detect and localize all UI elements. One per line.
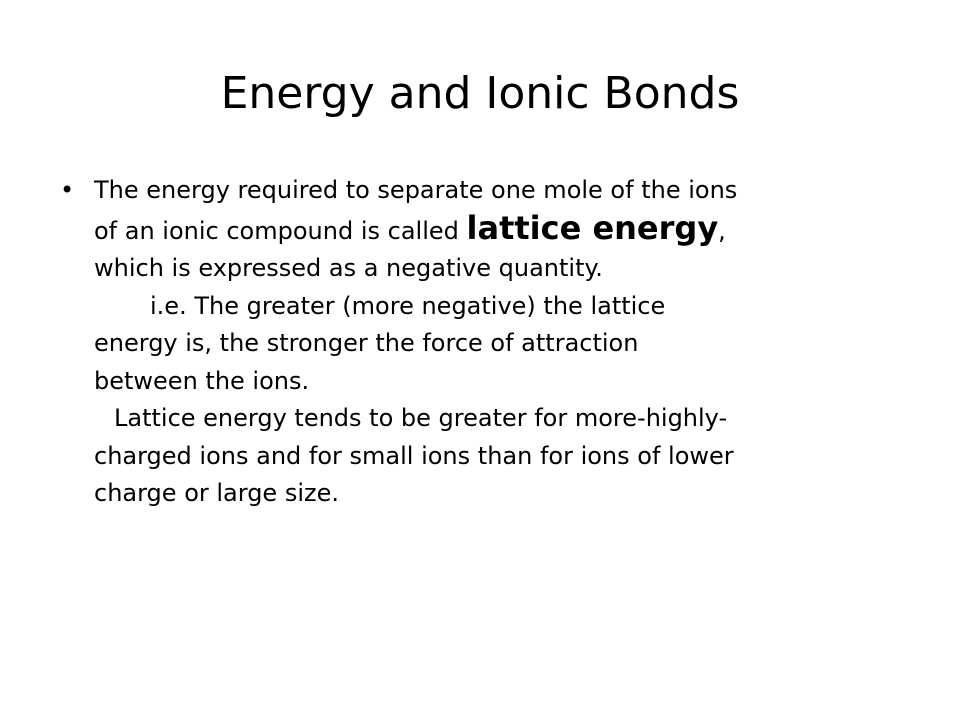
bullet-point: • [60,176,75,204]
emphasized-term: lattice energy [466,208,719,247]
paragraph-lattice-energy-definition [60,172,920,288]
paragraph-line: energy is, the stronger the force of attraction [94,329,639,357]
paragraph-line: which is expressed as a negative quantity. [94,254,603,282]
slide-body [60,172,920,513]
paragraph-line [94,288,920,326]
paragraph-line [94,400,920,438]
line-text: , [718,216,726,245]
paragraph-greater-lattice-energy [60,288,920,401]
paragraph-line: charged ions and for small ions than for ions of lower [94,441,734,470]
line-text: i.e. The greater (more negative) the lattice [150,291,666,320]
line-text: Lattice energy tends to be greater for more-highly- [114,404,728,432]
paragraph-line: charge or large size. [94,479,339,507]
paragraph-line: The energy required to separate one mole of the ions [94,176,738,204]
paragraph-lattice-energy-trend [60,400,920,513]
line-text: of an ionic compound is called [94,216,467,245]
paragraph-line [94,210,920,251]
paragraph-line: between the ions. [94,366,310,395]
slide-title: Energy and Ionic Bonds [220,68,740,119]
